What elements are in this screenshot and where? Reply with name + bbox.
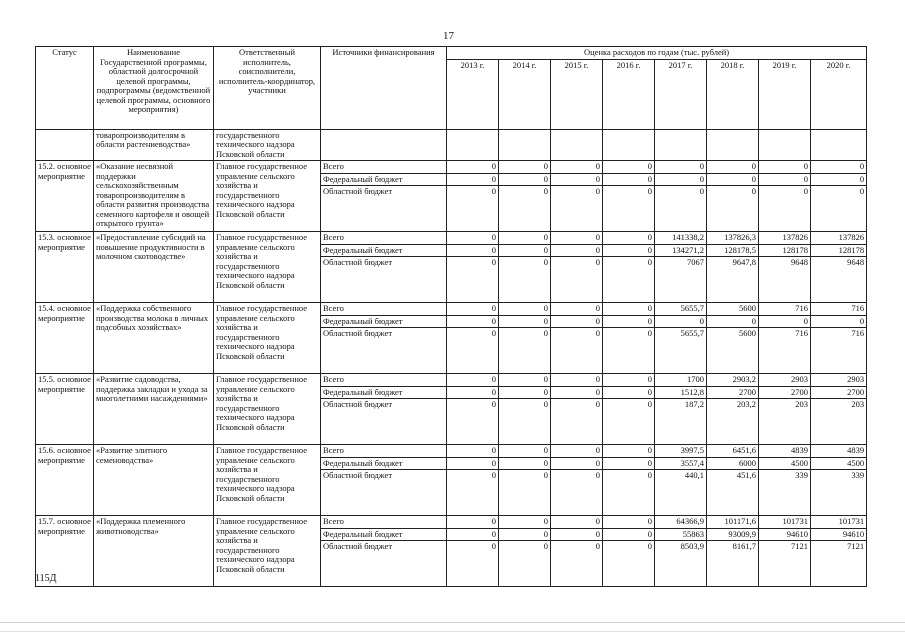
row-value: 128178 <box>811 244 867 257</box>
row-value: 0 <box>551 374 603 387</box>
row-value: 55863 <box>655 528 707 541</box>
row-value: 0 <box>551 303 603 316</box>
row-value: 0 <box>603 232 655 245</box>
row-value: 451,6 <box>707 470 759 516</box>
row-value: 716 <box>759 328 811 374</box>
row-value: 94610 <box>811 528 867 541</box>
row-value: 0 <box>551 161 603 174</box>
table-row <box>36 232 867 245</box>
row-source: Областной бюджет <box>321 399 447 445</box>
row-value: 203 <box>759 399 811 445</box>
header-year: 2017 г. <box>655 59 707 129</box>
row-value: 0 <box>811 173 867 186</box>
row-source: Всего <box>321 161 447 174</box>
row-value: 101731 <box>811 516 867 529</box>
row-value: 3997,5 <box>655 445 707 458</box>
row-responsible: Главное государственное управление сельского хозяйства и государственного технического надзора Псковской области <box>214 303 321 374</box>
row-value: 0 <box>759 315 811 328</box>
row-value: 0 <box>603 470 655 516</box>
row-value: 128178 <box>759 244 811 257</box>
scan-artifact-line <box>0 622 905 623</box>
row-value: 0 <box>499 386 551 399</box>
row-value: 0 <box>499 257 551 303</box>
row-source: Областной бюджет <box>321 186 447 232</box>
row-value: 1512,8 <box>655 386 707 399</box>
row-status: 15.3. основное мероприятие <box>36 232 94 303</box>
row-value: 0 <box>603 541 655 587</box>
row-value: 0 <box>447 244 499 257</box>
row-value: 6451,6 <box>707 445 759 458</box>
row-value: 203 <box>811 399 867 445</box>
row-value: 0 <box>499 173 551 186</box>
row-value: 0 <box>551 470 603 516</box>
row-name: «Развитие элитного семеноводства» <box>94 445 214 516</box>
row-value: 0 <box>811 161 867 174</box>
row-value: 0 <box>759 173 811 186</box>
row-value: 0 <box>551 315 603 328</box>
row-name: «Развитие садоводства, поддержка закладки и ухода за многолетними насаждениями» <box>94 374 214 445</box>
row-value: 5655,7 <box>655 328 707 374</box>
row-value: 9648 <box>811 257 867 303</box>
row-value: 137826 <box>811 232 867 245</box>
row-value: 0 <box>499 516 551 529</box>
row-value: 101731 <box>759 516 811 529</box>
row-value: 3557,4 <box>655 457 707 470</box>
row-value: 5600 <box>707 303 759 316</box>
row-value: 0 <box>447 528 499 541</box>
row-value: 101171,6 <box>707 516 759 529</box>
row-source: Всего <box>321 232 447 245</box>
row-value: 440,1 <box>655 470 707 516</box>
row-value: 9648 <box>759 257 811 303</box>
row-value: 0 <box>499 457 551 470</box>
row-value: 0 <box>499 244 551 257</box>
row-source: Федеральный бюджет <box>321 173 447 186</box>
row-value: 0 <box>447 161 499 174</box>
row-value: 6000 <box>707 457 759 470</box>
row-status: 15.7. основное мероприятие <box>36 516 94 587</box>
row-value: 2903,2 <box>707 374 759 387</box>
row-responsible: Главное государственное управление сельского хозяйства и государственного технического надзора Псковской области <box>214 516 321 587</box>
row-value: 4500 <box>759 457 811 470</box>
row-source: Федеральный бюджет <box>321 528 447 541</box>
row-value: 2700 <box>811 386 867 399</box>
row-value: 0 <box>603 244 655 257</box>
row-value: 4839 <box>811 445 867 458</box>
row-source: Федеральный бюджет <box>321 244 447 257</box>
header-sources: Источники финансирования <box>321 47 447 130</box>
header-year: 2016 г. <box>603 59 655 129</box>
row-value: 0 <box>447 457 499 470</box>
row-value: 0 <box>499 399 551 445</box>
row-source: Областной бюджет <box>321 257 447 303</box>
row-source: Всего <box>321 445 447 458</box>
row-responsible: Главное государственное управление сельского хозяйства и государственного технического надзора Псковской области <box>214 232 321 303</box>
row-source: Всего <box>321 516 447 529</box>
row-value: 7121 <box>759 541 811 587</box>
row-name: «Поддержка собственного производства молока в личных подсобных хозяйствах» <box>94 303 214 374</box>
row-value: 0 <box>759 161 811 174</box>
row-value: 0 <box>447 173 499 186</box>
row-value: 64366,9 <box>655 516 707 529</box>
row-value: 0 <box>655 186 707 232</box>
row-value: 0 <box>499 232 551 245</box>
row-value: 0 <box>551 244 603 257</box>
row-value: 1700 <box>655 374 707 387</box>
row-value: 0 <box>707 161 759 174</box>
row-value: 0 <box>499 303 551 316</box>
row-value: 0 <box>551 186 603 232</box>
header-costs: Оценка расходов по годам (тыс. рублей) <box>447 47 867 60</box>
row-value: 0 <box>499 328 551 374</box>
header-responsible: Ответственный исполнитель, соисполнители, исполнитель-координатор, участники <box>214 47 321 130</box>
table-row <box>36 161 867 174</box>
row-value: 5655,7 <box>655 303 707 316</box>
row-responsible: Главное государственное управление сельского хозяйства и государственного технического надзора Псковской области <box>214 161 321 232</box>
row-value: 0 <box>447 541 499 587</box>
row-value: 7121 <box>811 541 867 587</box>
table-row <box>36 303 867 316</box>
row-value: 716 <box>811 303 867 316</box>
row-value: 2903 <box>759 374 811 387</box>
row-value: 0 <box>447 186 499 232</box>
row-value: 141338,2 <box>655 232 707 245</box>
row-value: 0 <box>551 257 603 303</box>
row-value: 9647,8 <box>707 257 759 303</box>
row-value: 0 <box>603 386 655 399</box>
row-source: Всего <box>321 303 447 316</box>
row-value: 8161,7 <box>707 541 759 587</box>
row-value: 0 <box>447 470 499 516</box>
continuation-name: товаропроизводителям в области растениеводства» <box>94 129 214 161</box>
row-value: 128178,5 <box>707 244 759 257</box>
header-year: 2019 г. <box>759 59 811 129</box>
header-status: Статус <box>36 47 94 130</box>
row-value: 0 <box>759 186 811 232</box>
row-value: 2700 <box>707 386 759 399</box>
row-value: 0 <box>707 315 759 328</box>
row-value: 0 <box>707 173 759 186</box>
row-value: 0 <box>603 445 655 458</box>
row-value: 0 <box>707 186 759 232</box>
row-value: 2903 <box>811 374 867 387</box>
row-value: 0 <box>551 445 603 458</box>
row-value: 0 <box>447 399 499 445</box>
row-responsible: Главное государственное управление сельского хозяйства и государственного технического надзора Псковской области <box>214 374 321 445</box>
row-value: 0 <box>655 315 707 328</box>
row-value: 0 <box>811 315 867 328</box>
header-year: 2015 г. <box>551 59 603 129</box>
row-value: 0 <box>447 232 499 245</box>
row-value: 93009,9 <box>707 528 759 541</box>
header-name: Наименование Государственной программы, областной долгосрочной целевой программы, подпрограммы (ведомственной целевой программы, основного мероприятия) <box>94 47 214 130</box>
row-value: 4839 <box>759 445 811 458</box>
row-value: 0 <box>447 257 499 303</box>
row-value: 0 <box>447 315 499 328</box>
row-value: 203,2 <box>707 399 759 445</box>
row-value: 0 <box>447 516 499 529</box>
footer-code: 115Д <box>35 573 57 584</box>
row-value: 8503,9 <box>655 541 707 587</box>
row-value: 0 <box>551 516 603 529</box>
scan-artifact-line <box>0 631 905 632</box>
row-source: Областной бюджет <box>321 328 447 374</box>
header-year: 2014 г. <box>499 59 551 129</box>
row-value: 0 <box>603 374 655 387</box>
continuation-row <box>36 129 867 161</box>
header-year: 2018 г. <box>707 59 759 129</box>
row-source: Федеральный бюджет <box>321 315 447 328</box>
row-value: 137826 <box>759 232 811 245</box>
row-value: 716 <box>759 303 811 316</box>
row-value: 0 <box>551 528 603 541</box>
row-source: Всего <box>321 374 447 387</box>
row-value: 5600 <box>707 328 759 374</box>
row-value: 0 <box>603 161 655 174</box>
row-value: 0 <box>811 186 867 232</box>
row-source: Федеральный бюджет <box>321 386 447 399</box>
row-value: 0 <box>499 445 551 458</box>
header-year: 2013 г. <box>447 59 499 129</box>
row-value: 0 <box>603 257 655 303</box>
row-source: Федеральный бюджет <box>321 457 447 470</box>
row-name: «Поддержка племенного животноводства» <box>94 516 214 587</box>
row-value: 0 <box>603 457 655 470</box>
row-value: 0 <box>551 386 603 399</box>
row-value: 0 <box>499 161 551 174</box>
row-value: 0 <box>603 399 655 445</box>
page-number: 17 <box>443 30 454 42</box>
row-value: 0 <box>551 232 603 245</box>
row-value: 187,2 <box>655 399 707 445</box>
row-value: 0 <box>551 173 603 186</box>
row-status: 15.4. основное мероприятие <box>36 303 94 374</box>
row-value: 137826,3 <box>707 232 759 245</box>
row-value: 0 <box>499 528 551 541</box>
row-value: 0 <box>499 470 551 516</box>
row-value: 0 <box>603 516 655 529</box>
row-status: 15.5. основное мероприятие <box>36 374 94 445</box>
row-value: 94610 <box>759 528 811 541</box>
row-value: 0 <box>603 303 655 316</box>
row-value: 0 <box>603 173 655 186</box>
row-value: 716 <box>811 328 867 374</box>
row-value: 339 <box>759 470 811 516</box>
row-value: 0 <box>447 374 499 387</box>
row-name: «Предоставление субсидий на повышение продуктивности в молочном скотоводстве» <box>94 232 214 303</box>
row-value: 7067 <box>655 257 707 303</box>
row-value: 0 <box>447 386 499 399</box>
row-value: 0 <box>499 186 551 232</box>
row-value: 0 <box>603 315 655 328</box>
table-row <box>36 516 867 529</box>
row-value: 0 <box>603 186 655 232</box>
row-value: 0 <box>447 445 499 458</box>
row-name: «Оказание несвязной поддержки сельскохозяйственным товаропроизводителям в области развития производства семенного картофеля и овощей открытого грунта» <box>94 161 214 232</box>
row-value: 0 <box>655 161 707 174</box>
row-value: 0 <box>551 541 603 587</box>
row-value: 0 <box>499 374 551 387</box>
row-value: 134271,2 <box>655 244 707 257</box>
row-source: Областной бюджет <box>321 470 447 516</box>
row-value: 0 <box>603 528 655 541</box>
header-year: 2020 г. <box>811 59 867 129</box>
row-value: 0 <box>499 315 551 328</box>
row-value: 0 <box>551 328 603 374</box>
row-value: 4500 <box>811 457 867 470</box>
row-status: 15.2. основное мероприятие <box>36 161 94 232</box>
row-value: 0 <box>447 328 499 374</box>
row-value: 2700 <box>759 386 811 399</box>
row-source: Областной бюджет <box>321 541 447 587</box>
row-value: 0 <box>603 328 655 374</box>
row-status: 15.6. основное мероприятие <box>36 445 94 516</box>
table-row <box>36 445 867 458</box>
row-value: 0 <box>655 173 707 186</box>
budget-table <box>35 46 867 587</box>
row-value: 339 <box>811 470 867 516</box>
row-value: 0 <box>499 541 551 587</box>
row-value: 0 <box>447 303 499 316</box>
row-responsible: Главное государственное управление сельского хозяйства и государственного технического надзора Псковской области <box>214 445 321 516</box>
continuation-responsible: государственного технического надзора Псковской области <box>214 129 321 161</box>
table-row <box>36 374 867 387</box>
row-value: 0 <box>551 457 603 470</box>
row-value: 0 <box>551 399 603 445</box>
